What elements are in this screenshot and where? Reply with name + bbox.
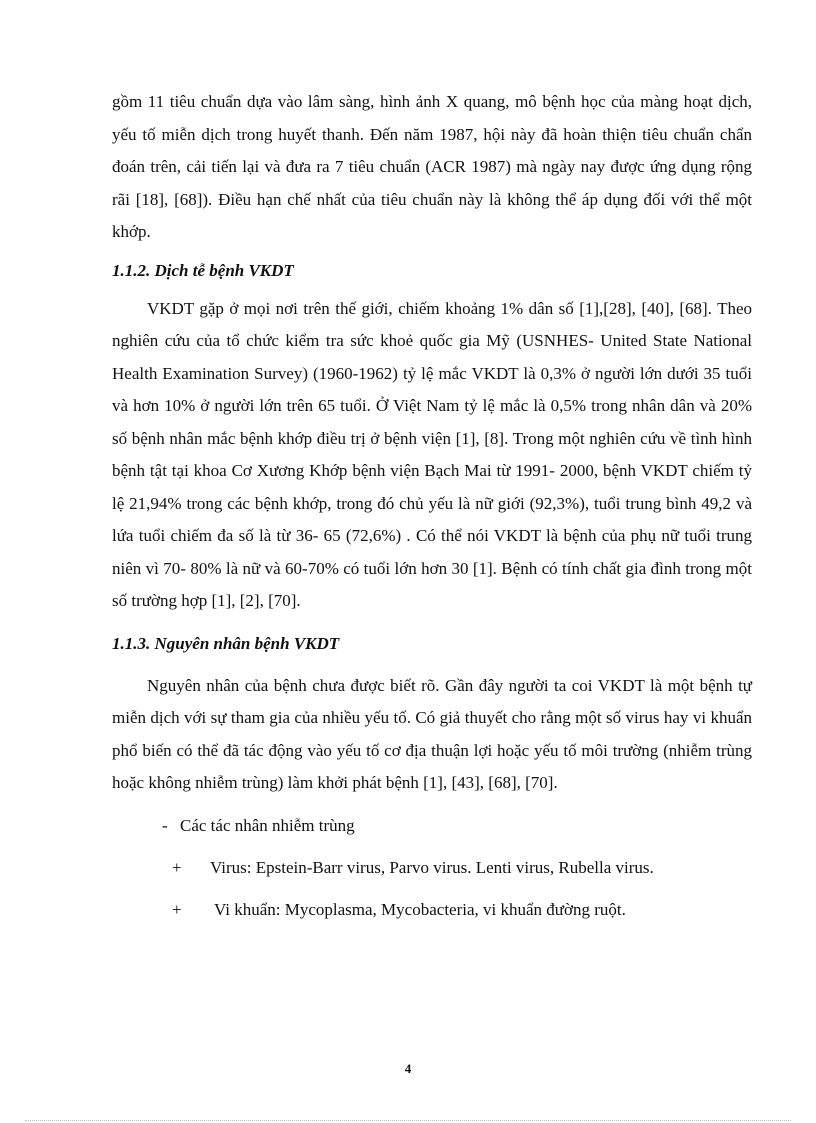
- sub-item-text: Virus: Epstein-Barr virus, Parvo virus. Lenti virus, Rubella virus.: [210, 857, 654, 877]
- text-line: Nguyên nhân của bệnh chưa được biết rõ. Gần đây người ta coi VKDT là một: [147, 675, 695, 695]
- text-line: United State National Health Examination Survey) (1960-1962) tỷ lệ mắc VKDT là: [112, 331, 753, 383]
- page-number: 4: [404, 1061, 412, 1076]
- text-line: bệnh viện Bạch Mai từ 1991- 2000, bệnh VKDT chiếm tỷ lệ 21,94% trong các bệnh: [112, 461, 753, 513]
- text-line: số là từ 36- 65 (72,6%) . Có thể nói VKDT là bệnh của phụ nữ tuổi trung niên vì 70-: [112, 526, 753, 578]
- text-line: số trường hợp [1], [2], [70].: [112, 591, 301, 610]
- text-line: viện [1], [8]. Trong một nghiên cứu về tình hình bệnh tật tại khoa Cơ Xương Khớp: [112, 428, 753, 480]
- intro-paragraph: [112, 86, 752, 249]
- text-line: ngày nay được ứng dụng rộng rãi [18], [68]). Điều hạn chế nhất của tiêu chuẩn này: [112, 157, 752, 209]
- bullet-item: [112, 810, 752, 842]
- text-line: tố môi trường (nhiễm trùng hoặc không nhiễm trùng) làm khởi phát bệnh [1], [43],: [112, 740, 752, 792]
- section-heading-causes: 1.1.3. Nguyên nhân bệnh VKDT: [112, 633, 340, 653]
- epidemiology-paragraph: [112, 293, 752, 618]
- text-line: virus hay vi khuẩn phổ biến có thể đã tác động vào yếu tố cơ địa thuận lợi hoặc yếu: [112, 708, 752, 760]
- section-heading-epidemiology: 1.1.2. Dịch tễ bệnh VKDT: [112, 260, 294, 280]
- text-line: khớp, trong đó chủ yếu là nữ giới (92,3%), tuổi trung bình 49,2 và lứa tuổi chiếm đa: [112, 493, 753, 545]
- text-line: gồm 11 tiêu chuẩn dựa vào lâm sàng, hình ảnh X quang, mô bệnh học của màng: [112, 92, 679, 111]
- text-line: bệnh tự miễn dịch với sự tham gia của nhiều yếu tố. Có giả thuyết cho rằng một số: [112, 675, 753, 727]
- text-line: thiện tiêu chuẩn chẩn đoán trên, cải tiến lại và đưa ra 7 tiêu chuẩn (ACR 1987) mà: [112, 124, 753, 176]
- text-line: là không thể áp dụng đối với thể một khớp.: [112, 189, 753, 241]
- sub-item-text: Vi khuẩn: Mycoplasma, Mycobacteria, vi khuẩn đường ruột.: [214, 899, 626, 919]
- sub-item-virus: [112, 852, 752, 884]
- text-line: 0,3% ở người lớn dưới 35 tuổi và hơn 10% ở người lớn trên 65 tuổi. Ở Việt Nam tỷ: [112, 363, 753, 415]
- text-line: [68], [70].: [488, 773, 558, 792]
- text-line: hoạt dịch, yếu tố miễn dịch trong huyết thanh. Đến năm 1987, hội này đã hoàn: [112, 92, 752, 144]
- sub-item-bacteria: [112, 894, 752, 926]
- plus-marker: +: [172, 899, 182, 919]
- page-content: [112, 86, 752, 926]
- text-line: 80% là nữ và 60-70% có tuổi lớn hơn 30 [1]. Bệnh có tính chất gia đình trong một: [190, 558, 752, 578]
- bullet-text: Các tác nhân nhiễm trùng: [180, 815, 355, 835]
- footer-divider: [25, 1120, 791, 1121]
- text-line: lệ mắc là 0,5% trong nhân dân và 20% số bệnh nhân mắc bệnh khớp điều trị ở bệnh: [112, 396, 753, 448]
- dash-marker: -: [162, 815, 168, 835]
- text-line: [68]. Theo nghiên cứu của tổ chức kiểm tra sức khoẻ quốc gia Mỹ (USNHES-: [112, 298, 753, 350]
- text-line: VKDT gặp ở mọi nơi trên thế giới, chiếm khoảng 1% dân số [1],[28], [40],: [147, 298, 674, 318]
- causes-paragraph: [112, 670, 752, 800]
- plus-marker: +: [172, 857, 182, 877]
